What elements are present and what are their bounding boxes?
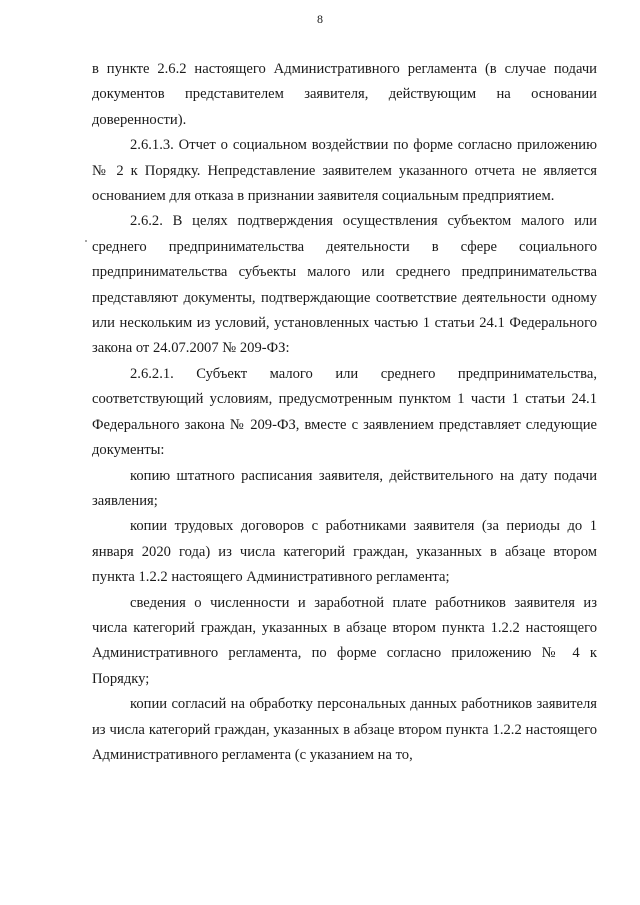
paragraph-2-6-1-3: 2.6.1.3. Отчет о социальном воздействии по форме согласно приложению № 2 к Порядку. Непредставление заявителем указанного отчета не является основанием для отказа в признании заявителя социальным предприятием.	[92, 137, 597, 205]
document-body	[92, 57, 597, 768]
list-item-headcount-salary: сведения о численности и заработной плате работников заявителя из числа категорий граждан, указанных в абзаце втором пункта 1.2.2 настоящего Административного регламента, по форме согласно приложению № 4 к Порядку;	[92, 594, 597, 687]
paragraph-2-6-2-1: 2.6.2.1. Субъект малого или среднего предпринимательства, соответствующий условиям, предусмотренным пунктом 1 части 1 статьи 24.1 Федерального закона № 209-ФЗ, вместе с заявлением представляет следующие документы:	[92, 365, 597, 459]
list-item-staff-schedule: копию штатного расписания заявителя, действительного на дату подачи заявления;	[92, 467, 597, 509]
margin-mark	[85, 240, 87, 242]
paragraph-2-6-2: 2.6.2. В целях подтверждения осуществления субъектом малого или среднего предпринимательства деятельности в сфере социального предпринимательства субъекты малого или среднего предпринимательства представляют документы, подтверждающие соответствие деятельности одному или нескольким из условий, установленных частью 1 статьи 24.1 Федерального закона от 24.07.2007 № 209-ФЗ:	[92, 213, 597, 357]
paragraph-continuation: в пункте 2.6.2 настоящего Административного регламента (в случае подачи документов представителем заявителя, действующим на основании доверенности).	[92, 61, 597, 128]
page-number: 8	[317, 12, 323, 26]
list-item-personal-data-consents: копии согласий на обработку персональных данных работников заявителя из числа категорий граждан, указанных в абзаце втором пункта 1.2.2 настоящего Административного регламента (с указанием на то,	[92, 696, 597, 763]
list-item-labor-contracts: копии трудовых договоров с работниками заявителя (за периоды до 1 января 2020 года) из числа категорий граждан, указанных в абзаце втором пункта 1.2.2 настоящего Административного регламента;	[92, 518, 597, 586]
